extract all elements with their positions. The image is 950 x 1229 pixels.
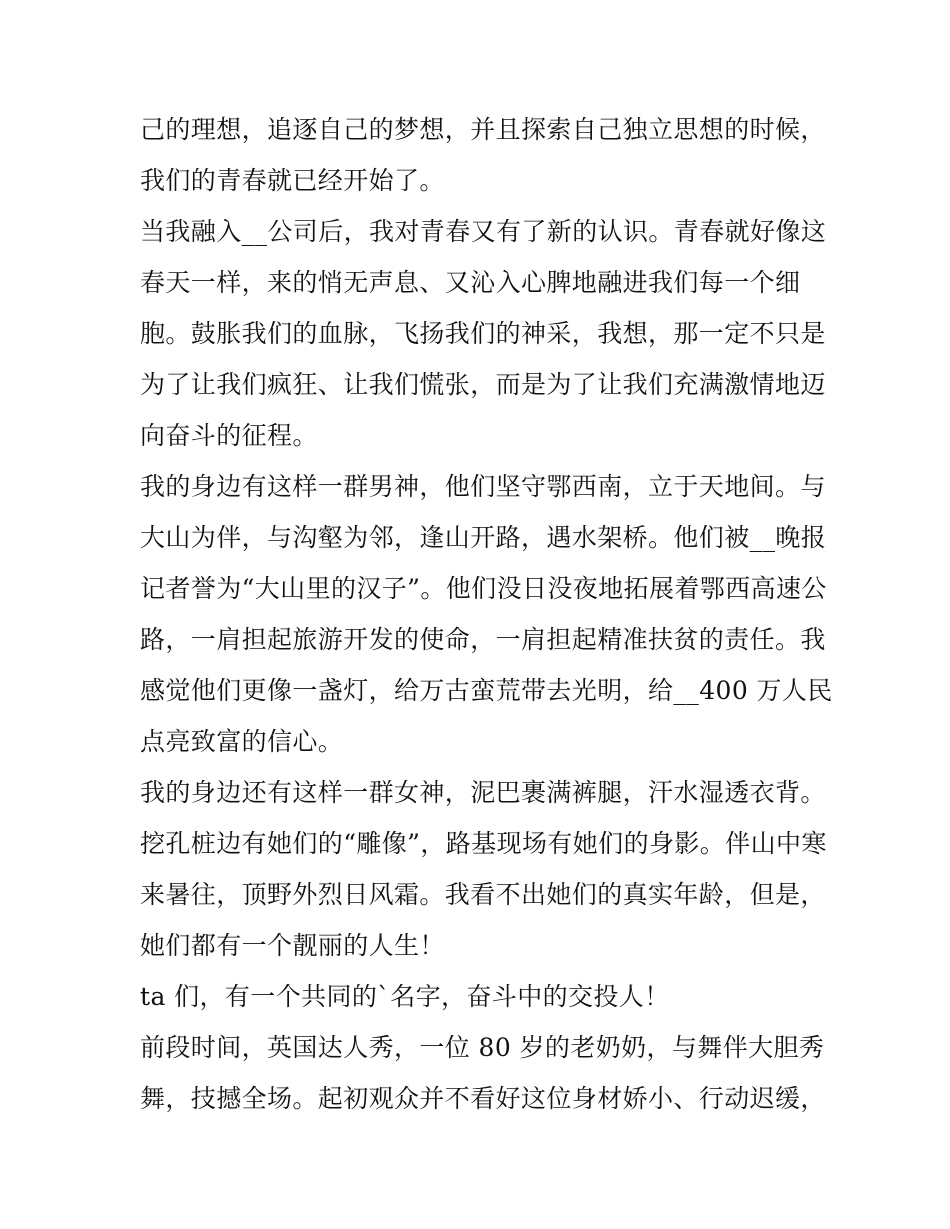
text-line: 前段时间，英国达人秀，一位 80 岁的老奶奶，与舞伴大胆秀 (140, 1033, 825, 1062)
text-line: 我们的青春就已经开始了。 (140, 166, 445, 195)
text-line: 点亮致富的信心。 (140, 727, 344, 756)
text-line: 胞。鼓胀我们的血脉，飞扬我们的神采，我想，那一定不只是 (140, 319, 826, 348)
text-line: 春天一样，来的悄无声息、又沁入心脾地融进我们每一个细 (140, 268, 801, 297)
text-line: 记者誉为“大山里的汉子”。他们没日没夜地拓展着鄂西高速公 (140, 574, 827, 603)
text-line: 向奋斗的征程。 (140, 421, 318, 450)
text-line: 己的理想，追逐自己的梦想，并且探索自己独立思想的时候， (140, 115, 826, 144)
text-line: 舞，技撼全场。起初观众并不看好这位身材娇小、行动迟缓， (140, 1084, 826, 1113)
text-line: 挖孔桩边有她们的“雕像”，路基现场有她们的身影。伴山中寒 (140, 829, 827, 858)
text-line: 我的身边还有这样一群女神，泥巴裹满裤腿，汗水湿透衣背。 (140, 778, 826, 807)
document-body (140, 104, 833, 1124)
text-line: 我的身边有这样一群男神，他们坚守鄂西南，立于天地间。与 (140, 472, 826, 501)
text-line: 当我融入__公司后，我对青春又有了新的认识。青春就好像这 (140, 217, 827, 246)
text-line: ta 们，有一个共同的`名字，奋斗中的交投人！ (140, 982, 670, 1011)
text-line: 来暑往，顶野外烈日风霜。我看不出她们的真实年龄，但是， (140, 880, 826, 909)
text-line: 感觉他们更像一盏灯，给万古蛮荒带去光明，给__400 万人民 (140, 676, 833, 705)
text-line: 她们都有一个靓丽的人生！ (140, 931, 445, 960)
text-line: 为了让我们疯狂、让我们慌张，而是为了让我们充满激情地迈 (140, 370, 826, 399)
text-line: 大山为伴，与沟壑为邻，逢山开路，遇水架桥。他们被__晚报 (140, 523, 827, 552)
text-line: 路，一肩担起旅游开发的使命，一肩担起精准扶贫的责任。我 (140, 625, 826, 654)
